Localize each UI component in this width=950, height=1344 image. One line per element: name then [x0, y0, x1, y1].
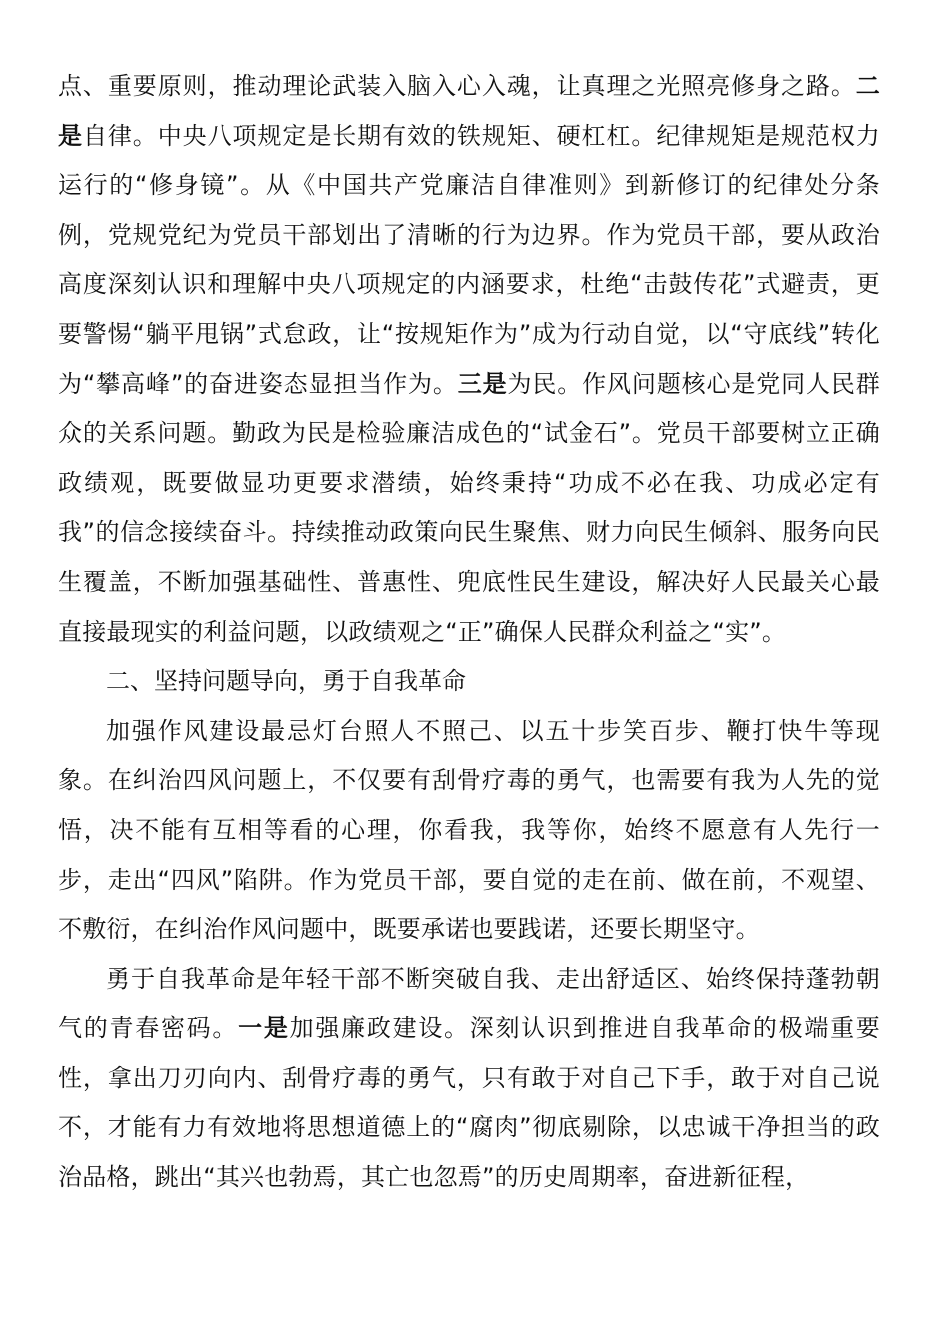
point-one-marker: 一是 — [238, 1014, 290, 1043]
paragraph-3-text-b: 加强廉政建设。深刻认识到推进自我革命的极端重要性，拿出刀刃向内、刮骨疗毒的勇气，只有敢于对自己下手，敢于对自己说不，才能有力有效地将思想道德上的“腐肉”彻底剔除，以忠诚干净担当的政治品格，跳出“其兴也勃焉，其亡也忽焉”的历史周期率，奋进新征程， — [58, 1014, 881, 1192]
paragraph-1-text-a: 点、重要原则，推动理论武装入脑入心入魂，让真理之光照亮修身之路。 — [58, 72, 856, 100]
paragraph-1-text-c: 为民。作风问题核心是党同人民群众的关系问题。勤政为民是检验廉洁成色的“试金石”。党员干部要树立正确政绩观，既要做显功更要求潜绩，始终秉持“功成不必在我、功成必定有我”的信念接续奋斗。持续推动政策向民生聚焦、财力向民生倾斜、服务向民生覆盖，不断加强基础性、普惠性、兜底性民生建设，解决好人民最关心最直接最现实的利益问题，以政绩观之“正”确保人民群众利益之“实”。 — [58, 369, 880, 646]
paragraph-2: 加强作风建设最忌灯台照人不照己、以五十步笑百步、鞭打快牛等现象。在纠治四风问题上，不仅要有刮骨疗毒的勇气，也需要有我为人先的觉悟，决不能有互相等看的心理，你看我，我等你，始终不愿意有人先行一步，走出“四风”陷阱。作为党员干部，要自觉的走在前、做在前，不观望、不敷衍，在纠治作风问题中，既要承诺也要践诺，还要长期坚守。 — [58, 716, 880, 944]
paragraph-3 — [58, 955, 880, 1203]
point-two-marker: 二是 — [58, 72, 880, 150]
paragraph-1-text-b: 自律。中央八项规定是长期有效的铁规矩、硬杠杠。纪律规矩是规范权力运行的“修身镜”。从《中国共产党廉洁自律准则》到新修订的纪律处分条例，党规党纪为党员干部划出了清晰的行为边界。作为党员干部，要从政治高度深刻认识和理解中央八项规定的内涵要求，杜绝“击鼓传花”式避责，更要警惕“躺平甩锅”式怠政，让“按规矩作为”成为行动自觉，以“守底线”转化为“攀高峰”的奋进姿态显担当作为。 — [58, 121, 880, 398]
paragraph-1 — [58, 62, 880, 657]
document-page — [58, 62, 880, 1203]
point-three-marker: 三是 — [457, 369, 508, 398]
section-heading-2: 二、坚持问题导向，勇于自我革命 — [106, 667, 466, 696]
paragraph-3-text-a: 勇于自我革命是年轻干部不断突破自我、走出舒适区、始终保持蓬勃朝气的青春密码。 — [58, 964, 880, 1043]
